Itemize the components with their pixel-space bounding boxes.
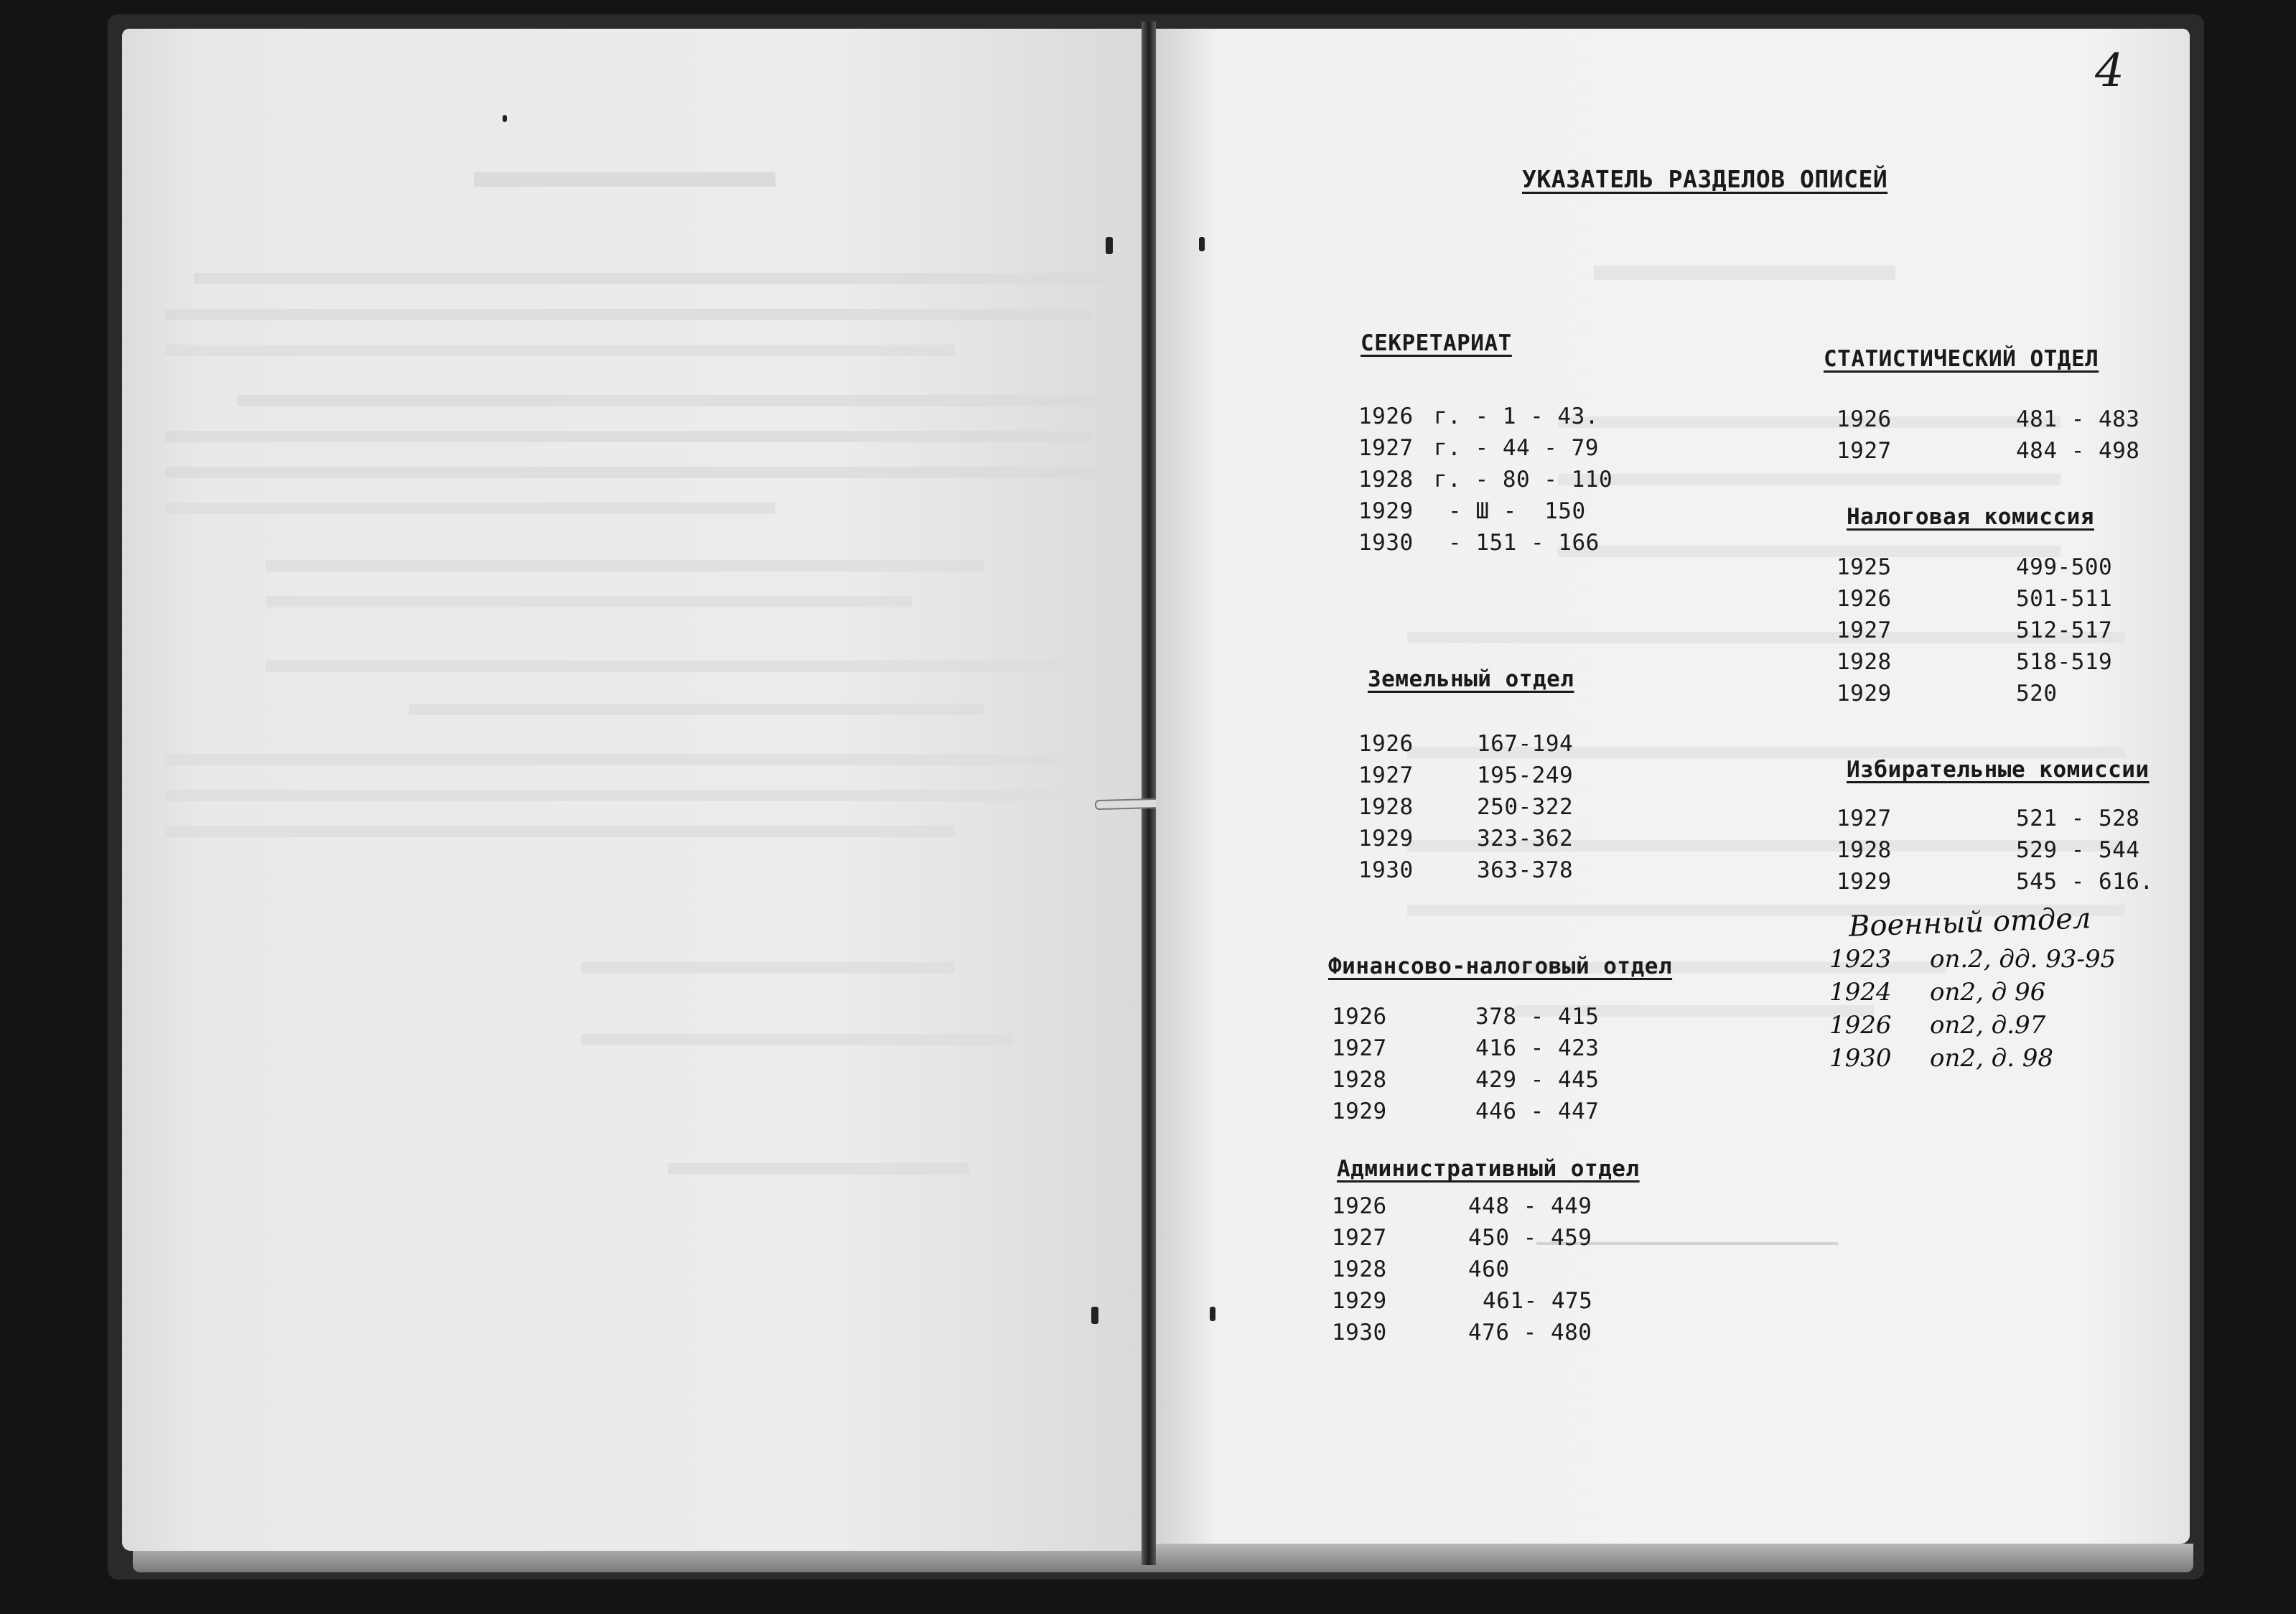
list-item [1837,649,2152,681]
list-item [1829,945,2152,978]
statistics-list [1837,406,2152,470]
year: 1929 [1358,498,1414,524]
year: 1927 [1358,435,1414,461]
file-range: 518-519 [2016,649,2113,675]
list-item [1358,857,1574,889]
section-heading-secretariat: СЕКРЕТАРИАТ [1361,330,1512,356]
year: 1927 [1358,762,1414,788]
land-list [1358,731,1574,889]
bleed-through-line [266,560,984,572]
year: 1927 [1332,1035,1387,1061]
bleed-through-line [165,503,775,514]
bleed-through-line [582,1034,1012,1045]
file-range: 529 - 544 [2016,837,2140,863]
file-range: 446 - 447 [1475,1098,1600,1124]
year: 1923 [1829,945,1892,974]
file-range: 481 - 483 [2016,406,2140,432]
file-range: - Ш - 150 [1448,498,1586,524]
tax-commission-list [1837,554,2152,712]
year: 1927 [1332,1225,1387,1251]
year: 1926 [1358,731,1414,757]
bleed-through-line [165,467,1098,478]
bleed-through-line [266,661,1098,672]
file-range: 250-322 [1477,794,1574,820]
file-range: 429 - 445 [1475,1067,1600,1093]
list-item [1829,978,2152,1011]
file-range: 499-500 [2016,554,2113,580]
file-range: 545 - 616. [2016,869,2154,895]
file-range: 521 - 528 [2016,806,2140,831]
section-heading-election-commissions: Избирательные комиссии [1847,757,2150,783]
section-heading-tax-commission: Налоговая комиссия [1847,504,2094,530]
list-item [1358,762,1574,794]
list-item [1837,806,2167,837]
bleed-through-line [165,826,955,837]
year: 1929 [1332,1098,1387,1124]
list-item [1358,498,1586,530]
list-item [1837,406,2152,438]
list-item [1837,586,2152,617]
file-range: г. - 44 - 79 [1434,435,1599,461]
list-item [1358,731,1574,762]
binding-hole [1199,237,1205,251]
section-heading-land: Земельный отдел [1368,666,1574,692]
section-heading-admin: Административный отдел [1337,1156,1640,1182]
year: 1926 [1358,404,1414,429]
file-range: оп2, д. 98 [1930,1044,2054,1073]
year: 1926 [1837,406,1892,432]
year: 1926 [1332,1004,1387,1030]
section-heading-military: Военный отдел [1848,902,2092,943]
year: 1928 [1332,1067,1387,1093]
year: 1929 [1837,681,1892,706]
bleed-through-line [582,962,955,974]
page-number: 4 [2095,45,2124,98]
election-commissions-list [1837,806,2167,900]
file-range: 448 - 449 [1468,1193,1592,1219]
year: 1926 [1829,1011,1892,1040]
bleed-through-line [165,431,1091,442]
year: 1929 [1837,869,1892,895]
binding-hole [1091,1307,1098,1324]
bleed-through-line [1558,474,2061,485]
year: 1926 [1332,1193,1387,1219]
file-range: оп.2, дд. 93-95 [1930,945,2117,974]
section-heading-statistics: СТАТИСТИЧЕСКИЙ ОТДЕЛ [1824,346,2099,372]
year: 1928 [1358,467,1414,493]
left-page [122,29,1142,1551]
file-range: 195-249 [1477,762,1574,788]
bleed-through-line [474,172,775,187]
year: 1925 [1837,554,1892,580]
bleed-through-line [668,1163,969,1175]
bleed-through-line [194,273,1106,284]
secretariat-list [1358,404,1613,561]
file-range: 363-378 [1477,857,1574,883]
bleed-through-line [165,754,1098,765]
file-range: 501-511 [2016,586,2113,612]
page-title: УКАЗАТЕЛЬ РАЗДЕЛОВ ОПИСЕЙ [1522,165,1888,193]
list-item [1332,1035,1619,1067]
file-range: 323-362 [1477,826,1574,852]
bleed-through-line [165,309,1091,320]
list-item [1837,837,2167,869]
year: 1928 [1837,837,1892,863]
list-item [1837,869,2167,900]
right-page [1156,29,2190,1544]
bleed-through-line [1594,266,1895,280]
year: 1930 [1358,530,1414,556]
finance-list [1332,1004,1619,1130]
file-range: 476 - 480 [1468,1320,1592,1345]
year: 1924 [1829,978,1892,1007]
year: 1927 [1837,617,1892,643]
file-range: 520 [2016,681,2058,706]
year: 1928 [1332,1256,1387,1282]
bleed-through-line [165,790,1098,801]
bleed-through-line [237,395,1098,406]
file-range: 167-194 [1477,731,1574,757]
year: 1929 [1332,1288,1387,1314]
year: 1927 [1837,438,1892,464]
file-range: оп2, д 96 [1930,978,2046,1007]
list-item [1358,467,1613,498]
list-item [1332,1067,1619,1098]
list-item [1332,1288,1619,1320]
year: 1930 [1332,1320,1387,1345]
list-item [1332,1193,1619,1225]
file-range: 484 - 498 [2016,438,2140,464]
list-item [1332,1098,1619,1130]
year: 1928 [1837,649,1892,675]
binding-hole [1106,237,1113,254]
year: 1930 [1829,1044,1892,1073]
year: 1927 [1837,806,1892,831]
list-item [1837,438,2152,470]
paper-speck [503,115,507,122]
list-item [1358,404,1599,435]
file-range: 461- 475 [1483,1288,1593,1314]
admin-list [1332,1193,1619,1351]
military-list [1829,945,2152,1077]
file-range: - 151 - 166 [1448,530,1600,556]
list-item [1829,1011,2152,1044]
file-range: г. - 1 - 43. [1434,404,1599,429]
file-range: 460 [1468,1256,1510,1282]
file-range: оп2, д.97 [1930,1011,2046,1040]
list-item [1837,617,2152,649]
list-item [1332,1004,1619,1035]
section-heading-finance: Финансово-налоговый отдел [1328,953,1673,979]
file-range: 512-517 [2016,617,2113,643]
file-range: 416 - 423 [1475,1035,1600,1061]
list-item [1358,530,1600,561]
list-item [1332,1256,1619,1288]
file-range: г. - 80 - 110 [1434,467,1613,493]
list-item [1332,1320,1619,1351]
list-item [1837,681,2152,712]
book-gutter [1142,22,1156,1565]
list-item [1332,1225,1619,1256]
binding-hole [1210,1307,1215,1321]
bleed-through-line [409,704,984,715]
list-item [1358,435,1599,467]
bleed-through-line [165,345,955,356]
year: 1929 [1358,826,1414,852]
file-range: 378 - 415 [1475,1004,1600,1030]
year: 1930 [1358,857,1414,883]
year: 1926 [1837,586,1892,612]
list-item [1358,794,1574,826]
year: 1928 [1358,794,1414,820]
list-item [1837,554,2152,586]
list-item [1829,1044,2152,1077]
bleed-through-line [266,596,912,607]
list-item [1358,826,1574,857]
file-range: 450 - 459 [1468,1225,1592,1251]
